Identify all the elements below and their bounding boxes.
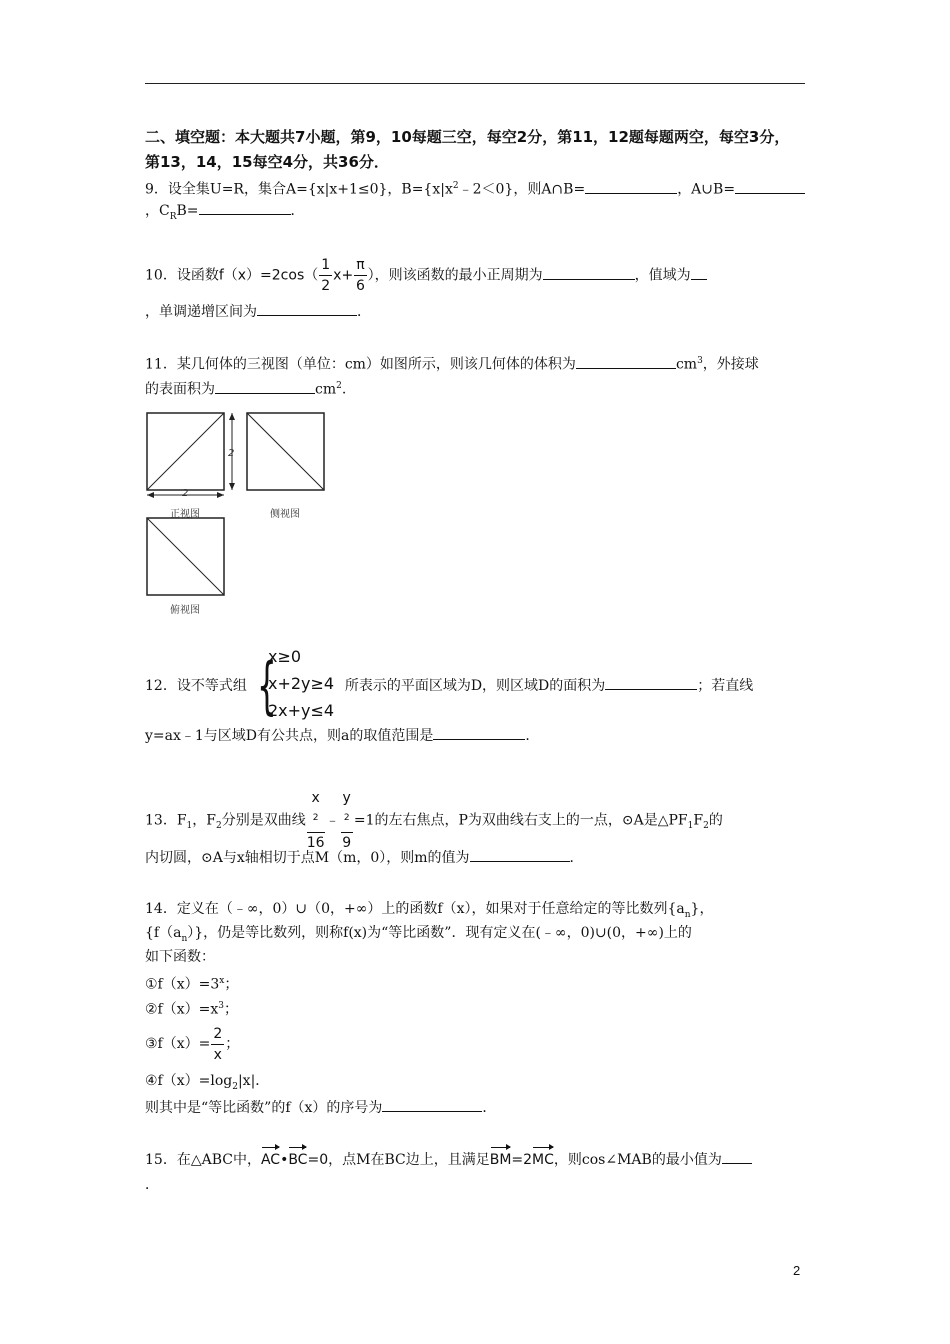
vector-bc: BC (288, 1149, 307, 1171)
front-view (147, 413, 235, 498)
answer-blank[interactable] (257, 300, 357, 316)
vector-mc: MC (532, 1149, 554, 1171)
question-9-line1: 9．设全集U=R，集合A={x|x+1≤0}，$B=\{x|x^2﹣2<0\}$，则A∩B= ，A∪B= (145, 175, 810, 201)
question-14-line2: $\{f(a_n)\}$，仍是等比数列，则称f(x)为“等比函数”．现有定义在(﹣∞，0)∪(0，+∞)上的 (145, 925, 692, 944)
caption-top-view: 俯视图 (170, 605, 200, 616)
question-14-line3: 如下函数： (145, 949, 215, 965)
answer-blank[interactable] (722, 1148, 752, 1164)
answer-blank[interactable] (585, 178, 677, 194)
page-number: 2 (793, 1263, 801, 1278)
question-12-line1: 12．设不等式组 所表示的平面区域为D，则区域D的面积为 ；若直线 (145, 674, 810, 697)
question-10-line1: 10．设函数f（x）=2cos（ $\frac{1}{2}$ x+ $\frac{\pi}{6}$ ），则该函数的最小正周期为 ，值域为 (145, 255, 810, 296)
question-9-line2: ，$C_RB=$ ． (145, 199, 810, 228)
question-15-line1: 15．在△ABC中，AC•BC=0，点M在BC边上，且满足BM=2MC，则cos∠MAB的最小值为 (145, 1148, 810, 1171)
question-13-line1: 13．$F_1$，$F_2$分别是双曲线 x $^2$ 16 ﹣ y $^2$ 9 =1的左右焦点，P为双曲线右支上的一点，⊙A是$\triangle PF_1F_2$的 (145, 790, 723, 851)
answer-blank[interactable] (605, 674, 697, 690)
answer-blank[interactable] (199, 199, 291, 215)
question-12-line2: y=ax﹣1与区域D有公共点，则a的取值范围是 ． (145, 724, 810, 747)
top-view (147, 518, 224, 595)
vector-bm: BM (490, 1149, 512, 1171)
question-14-answer-line: 则其中是“等比函数”的f（x）的序号为 ． (145, 1096, 810, 1119)
answer-blank[interactable] (691, 264, 707, 280)
header-rule (145, 83, 805, 84)
answer-blank[interactable] (735, 178, 805, 194)
inequality-2: x+2y≥4 (268, 674, 335, 693)
system-brace: { (257, 649, 277, 722)
vector-ac: AC (261, 1149, 280, 1171)
side-view (247, 413, 324, 490)
fraction: y $^2$ 9 (342, 790, 352, 851)
section-header-line1: 二、填空题：本大题共7小题，第9，10每题三空，每空2分，第11，12题每题两空，每空3分， (145, 128, 790, 146)
answer-blank[interactable] (215, 378, 315, 394)
section-header-line2: 第13，14，15每空4分，共36分． (145, 153, 389, 171)
fraction: $\frac{\pi}{6}$ (355, 257, 365, 294)
option-1: $①f(x)=3^x$； (145, 976, 239, 993)
question-14-line1: 14．定义在（﹣∞，0）∪（0，+∞）上的函数f（x），如果对于任意给定的等比数列$\{a_n\}$， (145, 901, 714, 920)
question-13-line2: 内切圆，⊙A与x轴相切于点M（m，0），则m的值为 ． (145, 846, 810, 869)
question-10-line2: ，单调递增区间为 ． (145, 300, 810, 323)
option-3: ③f（x）= $\frac{2}{x}$ ； (145, 1025, 240, 1063)
answer-blank[interactable] (382, 1096, 482, 1112)
fraction: x $^2$ 16 (306, 790, 325, 851)
fraction: $\frac{2}{x}$ (213, 1025, 223, 1063)
answer-blank[interactable] (576, 353, 676, 369)
inequality-3: 2x+y≤4 (268, 701, 335, 720)
answer-blank[interactable] (470, 846, 570, 862)
dimension-label-width: 2 (182, 488, 189, 499)
answer-blank[interactable] (433, 724, 525, 740)
fraction: $\frac{1}{2}$ (321, 257, 331, 294)
caption-side-view: 侧视图 (270, 509, 300, 520)
answer-blank[interactable] (543, 264, 635, 280)
inequality-1: x≥0 (268, 647, 302, 666)
question-11-line2: 的表面积为 $cm^2$. (145, 375, 810, 401)
option-2: $②f(x)=x^3$； (145, 1001, 238, 1018)
dimension-label-height: 2 (228, 448, 235, 459)
caption-front-view: 正视图 (170, 509, 200, 520)
question-15-line2: ． (145, 1177, 159, 1193)
option-4: $④f(x)=\log_2|x|$． (145, 1073, 270, 1092)
question-11-line1: 11．某几何体的三视图（单位：cm）如图所示，则该几何体的体积为 $cm^3$，外接球 (145, 350, 810, 376)
